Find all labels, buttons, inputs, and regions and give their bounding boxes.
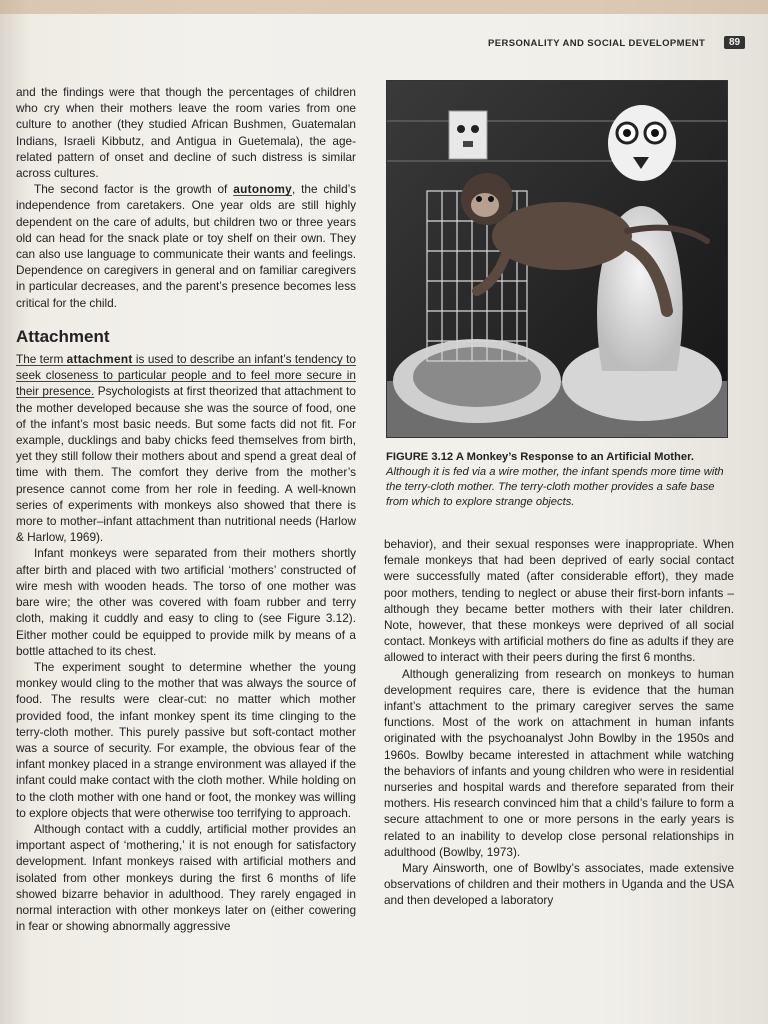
paragraph: The term attachment is used to describe an infant’s tendency to seek closeness to particular people and to feel more secure in their presence. Psychologists at first theorized that attachment to the mother developed because she was the source of food, one of the infant’s most basic needs. But some facts did not fit. For example, ducklings and baby chicks feed themselves from birth, yet they still follow their mothers about and spend a great deal of time with them. The comfort they derive from the mother’s presence cannot come from her role in feeding. A well-known series of experiments with monkeys also showed that there is more to mother–infant attachment than nutritional needs (Harlow & Harlow, 1969). <box>16 352 356 545</box>
paragraph: Mary Ainsworth, one of Bowlby’s associates, made extensive observations of children and their mothers in Uganda and the USA and then developed a laboratory <box>384 861 734 908</box>
page-number: 89 <box>724 36 745 49</box>
left-column <box>16 84 356 934</box>
figure <box>386 80 730 510</box>
paragraph: behavior), and their sexual responses were inappropriate. When female monkeys that had been deprived of early social contact were successfully mated (after considerable effort), they made poor mothers, tending to neglect or abuse their first-born infants – although they became better mothers with their later children. Note, however, that these monkeys were deprived of all social contact. Monkeys with artificial mothers do fine as adults if they are allowed to interact with their peers during the first 6 months. <box>384 537 734 665</box>
figure-photo <box>386 80 728 438</box>
section-heading: Attachment <box>16 326 110 346</box>
paragraph: Although generalizing from research on monkeys to human development requires care, there is evidence that the human infant’s attachment to the primary caregiver serves the same functions. Most of the work on attachment in human infants originated with the psychoanalyst John Bowlby in the 1950s and 1960s. Bowlby became interested in attachment while watching the behaviors of infants and young children who were in residential nurseries and hospital wards and therefore separated from their mothers. His research convinced him that a child’s failure to form a secure attachment to one or more persons in the early years is related to an inability to develop close personal relationships in adulthood (Bowlby, 1973). <box>384 666 734 859</box>
paragraph: Infant monkeys were separated from their mothers shortly after birth and placed with two artificial ‘mothers’ constructed of wire mesh with wooden heads. The torso of one mother was bare wire; the other was covered with foam rubber and terry cloth, making it cuddly and easy to cling to (see Figure 3.12). Either mother could be equipped to provide milk by means of a bottle attached to its chest. <box>16 546 356 658</box>
page-edge-strip <box>0 0 768 14</box>
figure-caption <box>386 450 726 510</box>
paragraph: and the findings were that though the percentages of children who cry when their mothers leave the room varies from one culture to another (they studied African Bushmen, Guatemalan Indians, Israeli Kibbutz, and Antigua in Guetemala), the age-related pattern of onset and decline of such distress is similar across cultures. <box>16 85 356 181</box>
paragraph: Although contact with a cuddly, artificial mother provides an important aspect of ‘mothering,’ it is not enough for satisfactory development. Infant monkeys raised with artificial mothers and isolated from other monkeys during the first 6 months of life showed bizarre behavior in adulthood. They rarely engaged in normal interaction with other monkeys later on (either cowering in fear or showing abnormally aggressive <box>16 821 356 934</box>
right-column <box>384 536 734 909</box>
definition: is used to describe an infant’s tendency to seek closeness to particular people and to feel more secure in their presence. <box>16 352 356 399</box>
monkey-photo-illustration <box>387 81 727 437</box>
paragraph: The second factor is the growth of autonomy, the child’s independence from caretakers. One year olds are still highly dependent on the care of adults, but children two or three years old can head for the snack plate or toy shelf on their own. They can also use language to communicate their wants and feelings. Dependence on caregivers in general and on familiar caregivers in particular decreases, and the parent’s presence becomes less critical for the child. <box>16 182 356 310</box>
key-term-autonomy: autonomy <box>233 182 292 197</box>
paragraph: The experiment sought to determine whether the young monkey would cling to the mother that was always the source of food. The results were clear-cut: no matter which mother provided food, the infant monkey spent its time clinging to the terry-cloth mother. This purely passive but soft-contact mother was a source of security. For example, the obvious fear of the infant monkey placed in a strange environment was allayed if the infant could make contact with the cloth mother. While holding on to the cloth mother with one hand or foot, the monkey was willing to explore objects that were otherwise too terrifying to approach. <box>16 659 356 820</box>
figure-label: FIGURE 3.12 <box>386 451 454 463</box>
figure-title: A Monkey’s Response to an Artificial Mother. <box>453 451 694 463</box>
figure-caption-text: Although it is fed via a wire mother, the infant spends more time with the terry-cloth mother. The terry-cloth mother provides a safe base from which to explore strange objects. <box>386 466 724 508</box>
running-head: PERSONALITY AND SOCIAL DEVELOPMENT <box>488 38 706 49</box>
key-term-attachment: attachment <box>66 352 133 367</box>
